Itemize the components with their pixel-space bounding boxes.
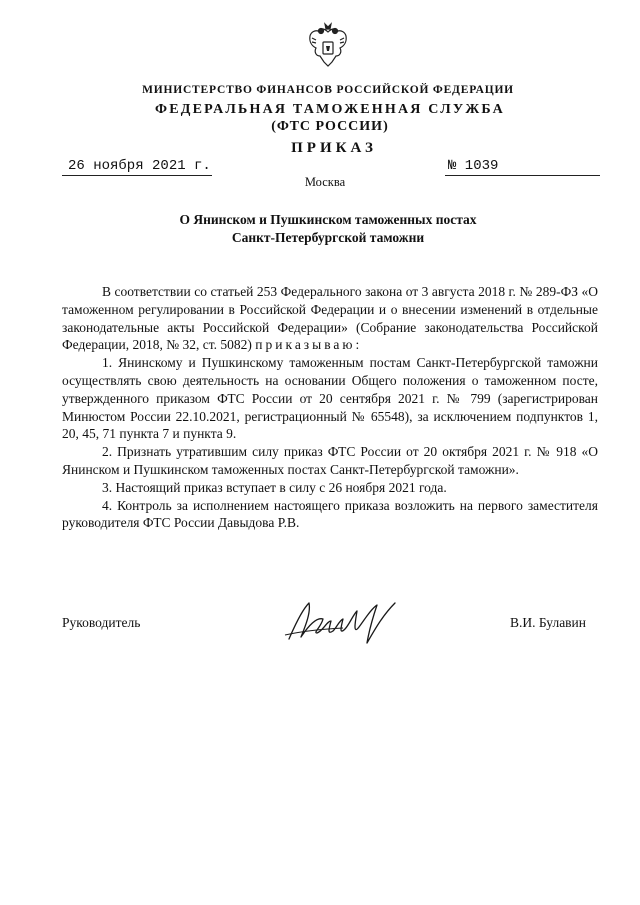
intro-paragraph [62, 283, 598, 354]
item-3-paragraph: 3. Настоящий приказ вступает в силу с 26 ноября 2021 года. [102, 479, 447, 495]
document-body [62, 283, 598, 532]
document-type: ПРИКАЗ [291, 140, 377, 156]
signatory-role: Руководитель [62, 615, 141, 630]
ministry-name: МИНИСТЕРСТВО ФИНАНСОВ РОССИЙСКОЙ ФЕДЕРАЦИИ [142, 84, 514, 96]
service-name: ФЕДЕРАЛЬНАЯ ТАМОЖЕННАЯ СЛУЖБА [155, 102, 505, 117]
document-date: 26 ноября 2021 г. [68, 158, 211, 174]
order-word: приказываю: [255, 337, 363, 353]
document-city: Москва [304, 175, 346, 189]
intro-text: В соответствии со статьей 253 Федерального закона от 3 августа 2018 г. № 289-ФЗ «О таможенном регулировании в Российской Федерации и о внесении изменений в отдельные законодательные акты Российской Федерации» (Собрание законодательства Российской Федерации, 2018, № 32, ст. 5082) [62, 284, 598, 353]
coat-of-arms-icon [306, 22, 350, 70]
item-1-paragraph: 1. Янинскому и Пушкинскому таможенным постам Санкт-Петербургской таможни осуществлять свою деятельность на основании Общего положения о таможенном посте, утвержденного приказом ФТС России от 20 сентября 2021 г. № 799 (зарегистрирован Минюстом России 22.10.2021, регистрационный № 65548), за исключением подпунктов 1, 20, 45, 71 пункта 7 и пункта 9. [62, 355, 598, 442]
subject-line-2: Санкт-Петербургской таможни [231, 230, 425, 245]
service-abbreviation: (ФТС РОССИИ) [271, 119, 389, 134]
item-4-paragraph: 4. Контроль за исполнением настоящего приказа возложить на первого заместителя руководителя ФТС России Давыдова Р.В. [62, 497, 598, 531]
item-2-paragraph: 2. Признать утратившим силу приказ ФТС России от 20 октября 2021 г. № 918 «О Янинском и Пушкинском таможенных постах Санкт-Петербургской таможни». [62, 444, 598, 477]
handwritten-signature [283, 595, 401, 650]
signatory-name: В.И. Булавин [510, 615, 587, 630]
subject-line-1: О Янинском и Пушкинском таможенных постах [179, 212, 477, 227]
document-number: № 1039 [448, 158, 499, 174]
